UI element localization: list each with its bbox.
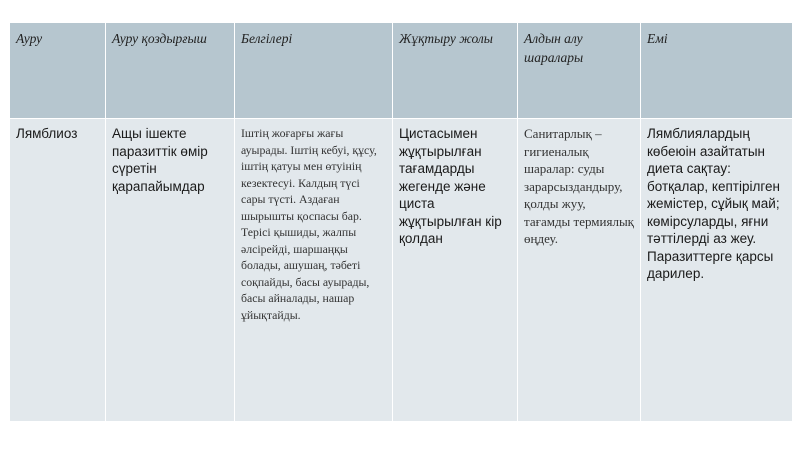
header-prevention: Алдын алу шаралары	[518, 23, 641, 119]
cell-transmission: Цистасымен жұқтырылған тағамдарды жегенде және циста жұқтырылған кір қолдан	[393, 119, 518, 422]
header-disease: Ауру	[10, 23, 106, 119]
header-symptoms: Белгілері	[235, 23, 393, 119]
cell-symptoms: Іштің жоғарғы жағы ауырады. Іштің кебуі, құсу, іштің қатуы мен өтуінің кезектесуі. Калдың түсі сары түсті. Аздаған шырышты қоспасы бар. Терісі қышиды, жалпы әлсірейді, шаршаңқы болады, ашушаң, тәбеті соқпайды, басы ауырады, басы айналады, нашар ұйықтайды.	[235, 119, 393, 422]
disease-table	[9, 22, 793, 422]
header-treatment: Емі	[641, 23, 793, 119]
table-row	[10, 119, 793, 422]
cell-prevention: Санитарлық – гигиеналық шаралар: суды зарарсыздандыру, қолды жуу, тағамды термиялық өңдеу.	[518, 119, 641, 422]
cell-treatment: Лямблиялардың көбеюін азайтатын диета сақтау: ботқалар, кептірілген жемістер, сұйық май; көмірсуларды, яғни тәттілерді аз жеу. Паразиттерге қарсы дарилер.	[641, 119, 793, 422]
cell-disease: Лямблиоз	[10, 119, 106, 422]
header-transmission: Жұқтыру жолы	[393, 23, 518, 119]
header-pathogen: Ауру қоздырғыш	[106, 23, 235, 119]
cell-pathogen: Ащы ішекте паразиттік өмір сүретін қарапайымдар	[106, 119, 235, 422]
header-row	[10, 23, 793, 119]
